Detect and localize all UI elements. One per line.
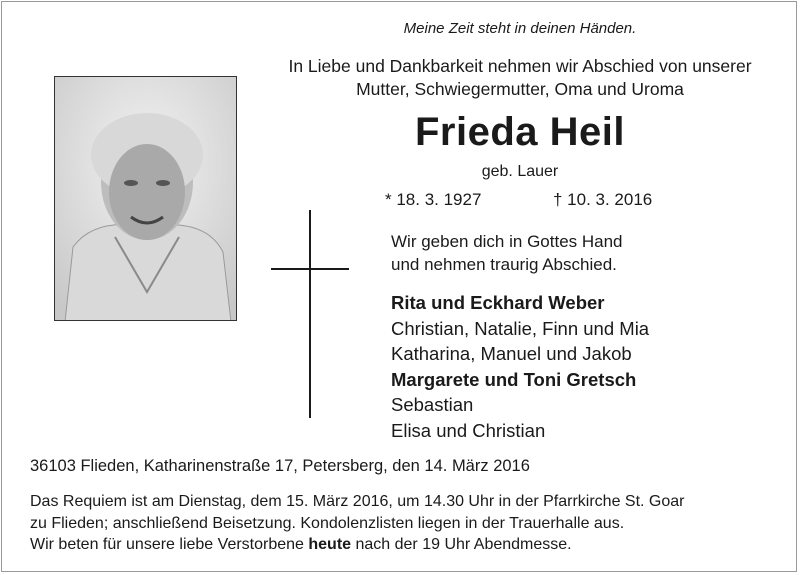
intro-text <box>260 55 780 101</box>
family-line: Christian, Natalie, Finn und Mia <box>391 317 650 339</box>
deceased-name: Frieda Heil <box>414 110 625 154</box>
verse <box>391 230 623 276</box>
motto: Meine Zeit steht in deinen Händen. <box>403 20 637 37</box>
intro-line-1: In Liebe und Dankbarkeit nehmen wir Abschied von unserer <box>288 56 752 76</box>
death-date: † 10. 3. 2016 <box>553 190 653 209</box>
family-line: Margarete und Toni Gretsch <box>391 368 637 390</box>
portrait-photo <box>54 76 237 321</box>
family-line: Rita und Eckhard Weber <box>391 292 605 313</box>
verse-line-2: und nehmen traurig Abschied. <box>391 255 617 274</box>
cross-icon-vertical <box>309 210 311 418</box>
cross-icon-horizontal <box>271 268 349 270</box>
intro-line-2: Mutter, Schwiegermutter, Oma und Uroma <box>356 79 684 99</box>
notice-line-2: zu Flieden; anschließend Beisetzung. Kondolenzlisten liegen in der Trauerhalle aus. <box>30 514 625 532</box>
family-list <box>391 290 649 444</box>
family-line: Katharina, Manuel und Jakob <box>391 343 632 365</box>
notice-highlight: heute <box>308 536 352 553</box>
notice-line-1: Das Requiem ist am Dienstag, dem 15. März 2016, um 14.30 Uhr in der Pfarrkirche St. Goar <box>30 493 685 510</box>
maiden-name: geb. Lauer <box>481 163 559 180</box>
verse-line-1: Wir geben dich in Gottes Hand <box>391 232 623 251</box>
notice-line-3-end: nach der 19 Uhr Abendmesse. <box>351 536 572 553</box>
notice-line-3-start: Wir beten für unsere liebe Verstorbene <box>30 536 309 553</box>
address-line: 36103 Flieden, Katharinenstraße 17, Petersberg, den 14. März 2016 <box>30 457 530 475</box>
portrait-illustration <box>55 77 237 321</box>
family-line: Sebastian <box>391 394 474 416</box>
birth-date: * 18. 3. 1927 <box>385 190 482 209</box>
notice-line-3 <box>30 534 685 556</box>
service-notice <box>30 491 685 556</box>
family-line: Elisa und Christian <box>391 419 546 441</box>
